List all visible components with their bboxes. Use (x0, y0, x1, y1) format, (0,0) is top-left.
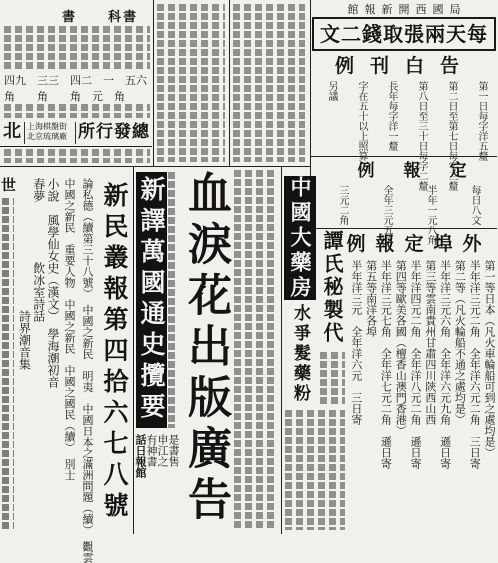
divider (0, 146, 152, 147)
ad-rate-line: 第二日至第七日每字三釐 (446, 81, 457, 191)
divider (281, 166, 282, 534)
masthead-strip: 館報新開西國局 (347, 3, 467, 16)
text-block-texture (157, 4, 225, 162)
journal-contents (60, 178, 96, 563)
rate-banner: 文二錢取張兩天每 (312, 17, 496, 51)
foreign-rate-line: 半年洋四元二角 全年洋八元二角 遜日寄 (409, 260, 423, 469)
foreign-rate-line: 第五等南洋各埠 (364, 260, 378, 337)
literature-line: 小說 風學仙女史（漢文） 學海潮初音 (46, 178, 60, 388)
foreign-rates-title: 例報定埠外 (346, 233, 492, 255)
divider (229, 0, 230, 166)
price-table-header-secondary: 書 (62, 10, 76, 25)
foreign-rate-line: 半年洋三元二角 全年洋六元二角 三日寄 (468, 260, 482, 469)
divider (153, 0, 154, 166)
pharmacy-product-line: 水爭髮藥粉 (290, 304, 310, 404)
history-ad-footer-line: 申江之 (156, 434, 169, 467)
pharmacy-product-line: 譚氏秘製代 (320, 230, 344, 345)
history-ad-title: 新譯萬國通史攬要 (136, 172, 167, 428)
foreign-rate-line: 半年洋三元七角 全年洋七元二角 遜日寄 (379, 260, 393, 469)
ad-rate-line: 另議 (326, 81, 337, 101)
foreign-rate-line: 半年洋三元六角 全年洋六元九角 遜日寄 (438, 260, 452, 469)
price-table-row: 角 角 角 元 角 (4, 90, 125, 103)
publisher-address-line: 上海棋盤街 (27, 122, 67, 131)
subscription-rate-line: 每日八文 (469, 185, 480, 225)
ad-rate-line: 第一日每字洋五釐 (476, 81, 487, 161)
journal-contents-line: 論私德（續第三十八號） 中國之新民 明夷 中國日本之滿洲問題（續） 觀雲 (81, 178, 94, 563)
publisher-label: 所行發總 (78, 122, 150, 142)
ad-rate-line: 字在五十以上照算 (356, 81, 367, 161)
foreign-rate-line: 第四等歐美各國（檀香山澳門香港） (394, 260, 408, 436)
ad-rates-title: 例刊白告 (334, 55, 475, 77)
history-ad-footer-line: 是書售 (167, 434, 180, 467)
text-block-texture (4, 149, 150, 163)
literature-line: 春夢 飲冰室詩話 (31, 178, 46, 322)
foreign-rate-line: 第二等（凡火輪船不通之處均是） (453, 260, 467, 425)
ad-rate-line: 第八日至三十日每字二釐 (416, 81, 427, 191)
text-block-texture (168, 172, 177, 428)
price-table-header: 科書 (108, 10, 139, 25)
subscription-rate-line: 三元二角 (337, 185, 348, 225)
publisher-address-line: 北京琉璃廠 (27, 132, 67, 141)
text-block-texture (234, 170, 278, 530)
foreign-rates-columns (348, 260, 496, 532)
subscription-rate-line: 全年三元五角 (381, 185, 392, 245)
history-ad-footer (135, 434, 179, 532)
divider (311, 228, 497, 229)
foreign-rate-line: 半年洋三元 全年洋六元 三日寄 (349, 260, 363, 425)
literature-columns (17, 178, 60, 530)
text-block-texture (233, 4, 305, 162)
foreign-rate-line: 第一等日本（凡火車輪船可到之處均是） (483, 260, 496, 458)
novel-ad-title: 血淚花出版廣告 (180, 170, 231, 527)
ad-rate-line: 長年每字洋一釐 (386, 81, 397, 151)
literature-line: 詩界潮音集 (17, 178, 32, 370)
text-block-texture (4, 26, 150, 70)
pharmacy-name: 中國大藥房 (284, 176, 316, 300)
journal-title: 新民叢報第四拾六七八號 (100, 182, 129, 523)
text-block-texture (2, 198, 14, 530)
text-block-texture (4, 104, 150, 118)
literature-edge-char: 世 (1, 176, 17, 194)
subscription-rate-line: 半年一元八角 (425, 185, 436, 245)
text-block-texture (285, 410, 345, 530)
divider (311, 156, 497, 157)
publisher-address (24, 122, 76, 144)
publisher-prefix: 北 (3, 121, 21, 142)
divider (0, 166, 311, 167)
divider (133, 166, 134, 534)
price-table-row: 四九 三三 四二 一 五六 (4, 74, 147, 87)
history-ad-footer-line: 有神書 (145, 434, 158, 467)
text-block-texture (320, 352, 345, 406)
subscription-rates-title: 例 報 定 (357, 161, 473, 181)
history-ad-footer-line: 話日報館 (134, 434, 147, 478)
foreign-rate-line: 第三等雲南貴州甘肅四川陝西山西 (423, 260, 437, 425)
journal-contents-line: 中國之新民 重要人物 中國之新民 中國之國民（續） 別士 (63, 178, 76, 481)
